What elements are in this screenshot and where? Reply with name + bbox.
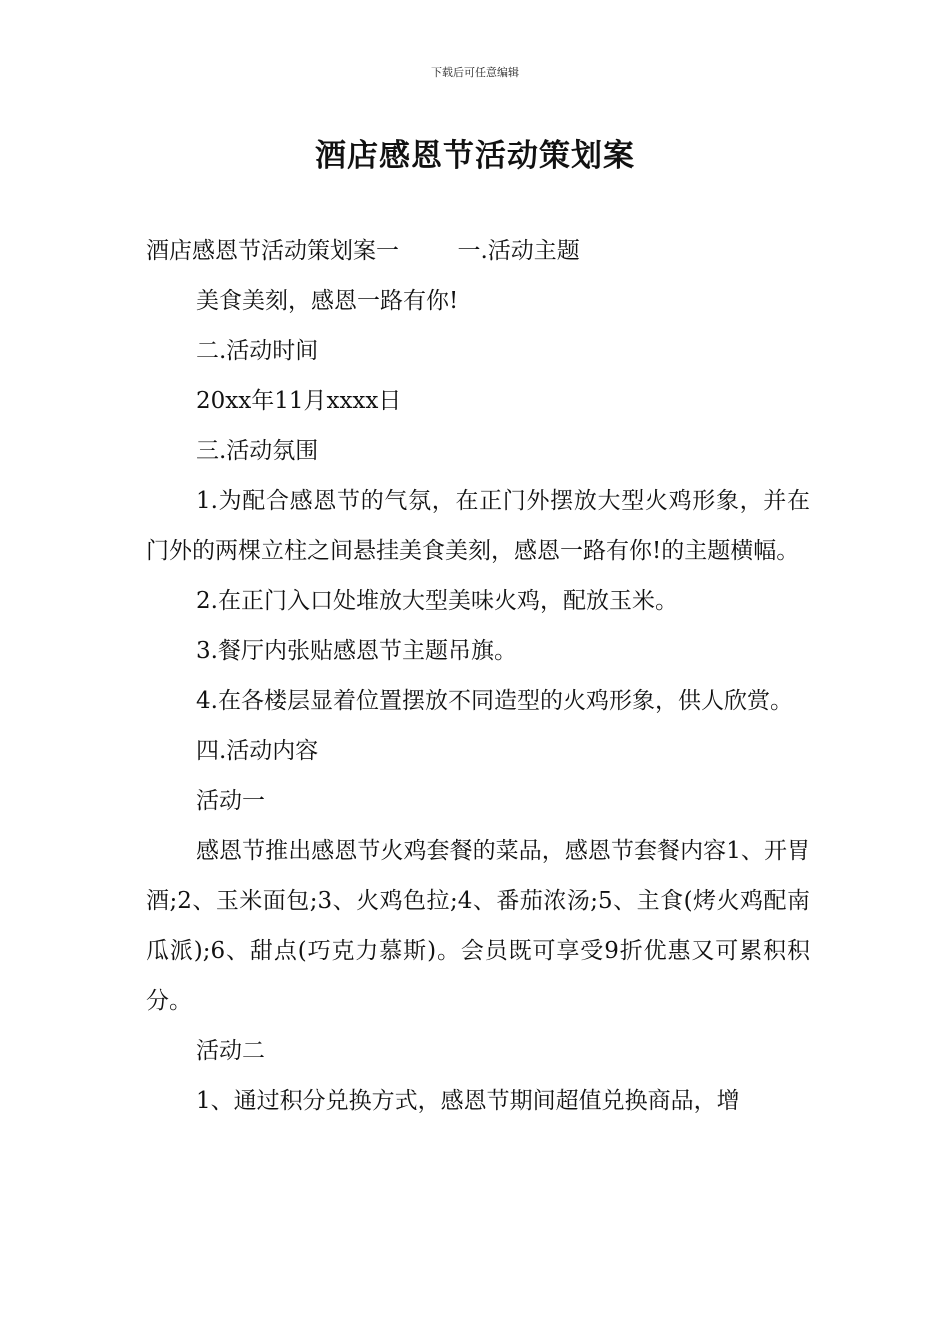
paragraph-atmosphere-1: 1.为配合感恩节的气氛，在正门外摆放大型火鸡形象，并在门外的两棵立柱之间悬挂美食美刻，感恩一路有你!的主题横幅。 [146,488,810,564]
paragraph-atmosphere-4: 4.在各楼层显着位置摆放不同造型的火鸡形象，供人欣赏。 [196,688,793,714]
paragraph-date: 20xx年11月xxxx日 [196,388,402,414]
paragraph-activity-two: 1、通过积分兑换方式，感恩节期间超值兑换商品，增 [196,1088,740,1114]
subheading-activity-two: 活动二 [196,1038,265,1064]
paragraph-atmosphere-2: 2.在正门入口处堆放大型美味火鸡，配放玉米。 [196,588,678,614]
section-heading-content: 四.活动内容 [196,738,319,764]
paragraph-atmosphere-3: 3.餐厅内张贴感恩节主题吊旗。 [196,638,517,664]
section-heading-atmosphere: 三.活动氛围 [196,438,319,464]
paragraph-activity-one: 感恩节推出感恩节火鸡套餐的菜品，感恩节套餐内容1、开胃酒;2、玉米面包;3、火鸡色拉;4、番茄浓汤;5、主食(烤火鸡配南瓜派);6、甜点(巧克力慕斯)。会员既可享受9折优惠又可累积积分。 [146,838,810,1014]
header-note: 下载后可任意编辑 [431,66,519,79]
section-heading-time: 二.活动时间 [196,338,319,364]
paragraph-intro: 酒店感恩节活动策划案一 一.活动主题 [146,238,580,264]
paragraph-theme-text: 美食美刻，感恩一路有你! [196,288,459,314]
subheading-activity-one: 活动一 [196,788,265,814]
document-title: 酒店感恩节活动策划案 [315,138,635,174]
document-body [146,226,810,1126]
